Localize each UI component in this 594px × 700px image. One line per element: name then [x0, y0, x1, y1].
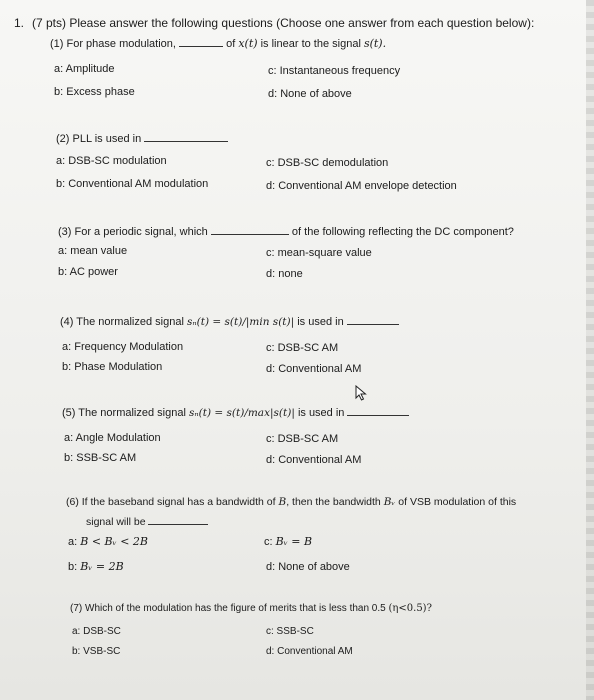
q4-blank — [347, 314, 399, 325]
q1-option-b: b: Excess phase — [54, 86, 135, 98]
q4-suffix: is used in — [297, 316, 344, 328]
q4-option-b: b: Phase Modulation — [62, 361, 163, 373]
q6-Bv: Bᵥ — [383, 496, 396, 508]
q5-option-c: c: DSB-SC AM — [266, 433, 339, 445]
q7-option-d: d: Conventional AM — [266, 646, 353, 657]
q6-b-expr: Bᵥ = 2B — [80, 560, 124, 573]
q4-option-a: a: Frequency Modulation — [62, 341, 184, 353]
q6-text-line2: signal will be — [86, 516, 146, 528]
q6-blank — [148, 514, 208, 525]
q7-condition: (η<0.5)? — [388, 603, 432, 614]
q7-option-c: c: SSB-SC — [266, 626, 314, 637]
q2-option-a: a: DSB-SC modulation — [56, 155, 167, 167]
q3-prompt — [58, 224, 514, 239]
q7-option-a: a: DSB-SC — [72, 626, 121, 637]
q6-text-a: (6) If the baseband signal has a bandwidth of — [66, 496, 276, 508]
q5-suffix: is used in — [297, 407, 345, 419]
q3-option-a: a: mean value — [58, 245, 128, 257]
q2-option-d: d: Conventional AM envelope detection — [266, 180, 457, 192]
q4-text: (4) The normalized signal — [60, 316, 184, 328]
q4-formula: sₙ(t) = s(t)/|min s(t)| — [186, 316, 295, 328]
page-edge — [586, 0, 594, 700]
q6-B: B — [278, 496, 287, 508]
q7-prompt — [70, 602, 432, 616]
q6-option-d: d: None of above — [266, 561, 350, 573]
q6-text-b: , then the bandwidth — [286, 496, 381, 508]
q2-blank — [144, 131, 228, 142]
q1-prompt — [50, 36, 386, 51]
q1-s-t: s(t). — [363, 37, 387, 50]
q1-prefix: (1) For phase modulation, — [50, 38, 176, 50]
q5-option-d: d: Conventional AM — [266, 454, 362, 466]
q5-prompt — [62, 405, 409, 420]
q2-text: (2) PLL is used in — [56, 133, 142, 145]
q1-option-c: c: Instantaneous frequency — [268, 65, 401, 77]
question-header: (7 pts) Please answer the following questions (Choose one answer from each question below): — [32, 16, 535, 30]
q3-option-b: b: AC power — [58, 266, 118, 278]
q2-prompt — [56, 131, 228, 146]
q4-option-c: c: DSB-SC AM — [266, 342, 339, 354]
q7-text: (7) Which of the modulation has the figure of merits that is less than 0.5 — [70, 603, 386, 614]
q2-option-c: c: DSB-SC demodulation — [266, 157, 389, 169]
q4-prompt — [60, 314, 399, 329]
q6-c-label: c: — [264, 536, 273, 548]
q6-prompt-line2 — [86, 514, 208, 529]
q5-option-b: b: SSB-SC AM — [64, 452, 137, 464]
q5-blank — [347, 405, 409, 416]
q5-text: (5) The normalized signal — [62, 407, 186, 419]
q6-a-label: a: — [68, 536, 78, 548]
q1-option-d: d: None of above — [268, 88, 352, 100]
q6-option-c — [264, 535, 312, 549]
q5-formula: sₙ(t) = s(t)/max|s(t)| — [188, 407, 295, 419]
question-number: 1. — [14, 16, 25, 30]
mouse-pointer-icon — [355, 385, 369, 401]
q3-blank — [211, 224, 289, 235]
q1-x-t: x(t) — [238, 37, 258, 50]
q4-option-d: d: Conventional AM — [266, 363, 362, 375]
q5-option-a: a: Angle Modulation — [64, 432, 161, 444]
q1-suffix: is linear to the signal — [260, 38, 361, 50]
q3-suffix: of the following reflecting the DC component? — [291, 226, 514, 238]
q6-text-c: of VSB modulation of this — [398, 496, 517, 508]
q1-option-a: a: Amplitude — [54, 63, 115, 75]
q6-prompt-line1 — [66, 495, 516, 509]
q7-option-b: b: VSB-SC — [72, 646, 121, 657]
q2-option-b: b: Conventional AM modulation — [56, 178, 209, 190]
q1-blank — [179, 36, 223, 47]
q6-option-a — [68, 535, 148, 549]
q6-option-b — [68, 560, 124, 574]
q3-text: (3) For a periodic signal, which — [58, 226, 208, 238]
q3-option-c: c: mean-square value — [266, 247, 372, 259]
q3-option-d: d: none — [266, 268, 303, 280]
q6-b-label: b: — [68, 561, 78, 573]
q6-a-expr: B < Bᵥ < 2B — [80, 535, 149, 548]
q6-c-expr: Bᵥ = B — [275, 535, 313, 548]
q1-mid: of — [226, 38, 236, 50]
